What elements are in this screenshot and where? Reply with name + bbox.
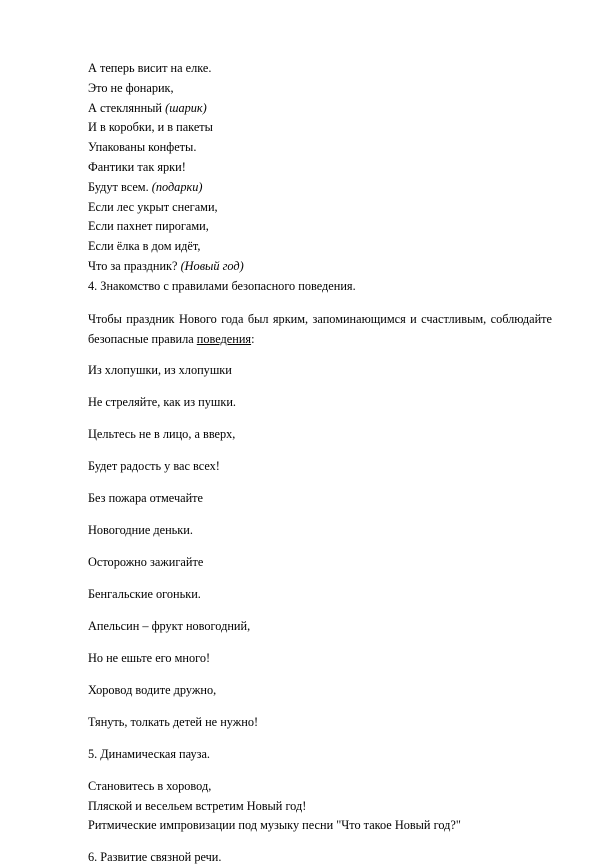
rule-line: Цельтесь не в лицо, а вверх, [88,426,236,441]
dynamic-pause-text [88,777,552,836]
rule-line: Апельсин – фрукт новогодний, [88,618,251,633]
poem-line [88,178,552,198]
poem-line [88,198,552,218]
poem-line-text: И в коробки, и в пакеты [88,120,213,135]
poem-line [88,59,552,79]
intro-link[interactable]: поведения [196,331,252,346]
poem-line-text: Если пахнет пирогами, [88,219,209,234]
rule-line: Не стреляйте, как из пушки. [88,394,236,409]
intro-paragraph [88,309,552,349]
rule-line: Будет радость у вас всех! [88,458,220,473]
poem-line-text: Упакованы конфеты. [88,140,197,155]
poem-line-text: А стеклянный [88,100,166,115]
poem-line-text: Что за праздник? [88,258,181,273]
poem-line-text: А теперь висит на елке. [88,61,212,75]
pause-line: Становитесь в хоровод, [88,778,212,793]
poem-line [88,79,552,99]
poem-line [88,158,552,178]
poem-line [88,138,552,158]
poem-line-text: Если лес укрыт снегами, [88,199,218,214]
poem-line-text: Будут всем. [88,179,152,194]
safety-rules-poem [88,349,552,733]
rule-line: Из хлопушки, из хлопушки [88,362,232,377]
poem-line [88,217,552,237]
rule-line: Без пожара отмечайте [88,490,204,505]
pause-line: Пляской и весельем встретим Новый год! [88,798,307,813]
document-body [88,59,552,868]
poem-line [88,118,552,138]
riddle-answer: (шарик) [165,100,207,115]
section-heading: 4. Знакомство с правилами безопасного поведения. [88,278,356,293]
poem-line-text: Это не фонарик, [88,80,174,95]
poem-line [88,237,552,257]
poem-line-text: Если ёлка в дом идёт, [88,239,201,254]
rule-line: Бенгальские огоньки. [88,586,201,601]
rule-line: Осторожно зажигайте [88,554,204,569]
riddle-poem [88,59,552,277]
section-heading: 6. Развитие связной речи. [88,850,222,865]
pause-line: Ритмические импровизации под музыку песни "Что такое Новый год?" [88,818,461,833]
poem-line [88,257,552,277]
riddle-answer: (Новый год) [180,258,244,273]
intro-end: : [251,331,255,346]
rule-line: Хоровод водите дружно, [88,682,217,697]
rule-line: Тянуть, толкать детей не нужно! [88,714,259,729]
section-heading: 5. Динамическая пауза. [88,746,211,761]
riddle-answer: (подарки) [151,179,203,194]
intro-text: Чтобы праздник Нового года был ярким, запоминающимся и счастливым, соблюдайте безопасные правила [88,311,552,346]
rule-line: Но не ешьте его много! [88,650,211,665]
poem-line-text: Фантики так ярки! [88,159,186,174]
rule-line: Новогодние деньки. [88,522,193,537]
poem-line [88,99,552,119]
